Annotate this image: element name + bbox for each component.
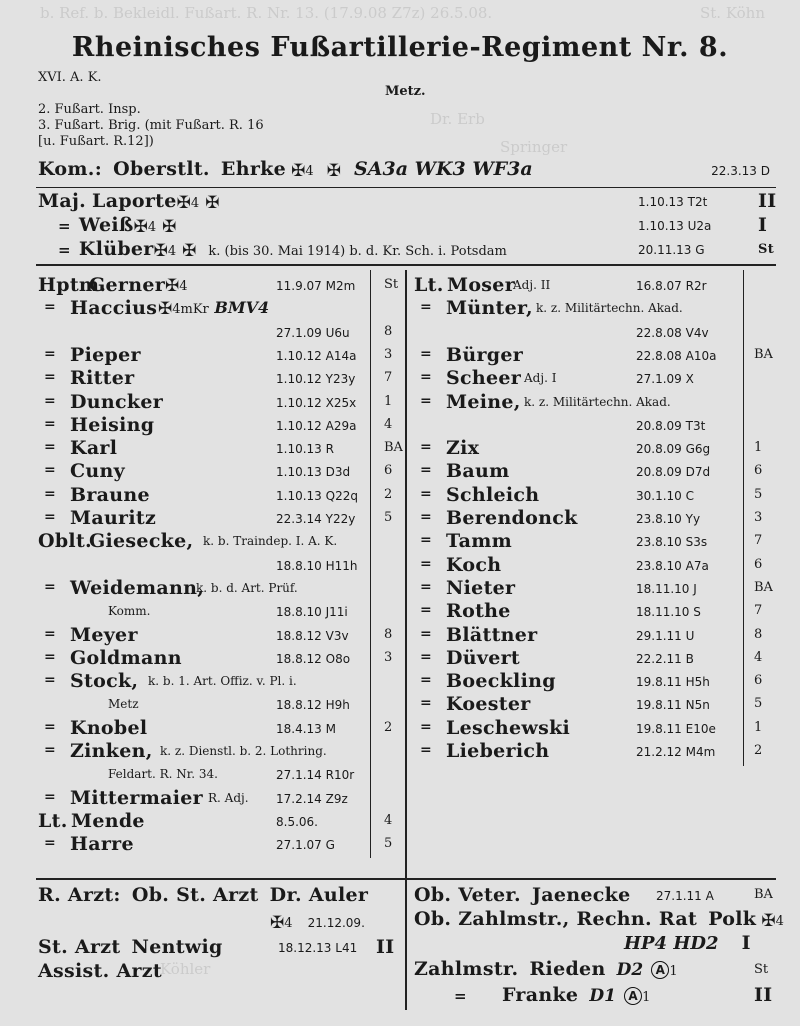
paymaster-2-battalion: II [754, 984, 773, 1006]
rank-prefix: = [44, 485, 57, 502]
roster-row [414, 437, 784, 460]
bleed-through-text: Springer [500, 138, 568, 156]
officer-date: 18.4.13 M [276, 721, 336, 736]
roster-row [38, 787, 408, 810]
brigade-label: 3. Fußart. Brig. (mit Fußart. R. 16 [38, 118, 264, 133]
officer-decor: 4 [147, 220, 157, 235]
brigade-label-2: [u. Fußart. R.12]) [38, 134, 154, 149]
officer-name: Mauritz [70, 507, 157, 529]
roster-row [414, 554, 784, 577]
circled-letter-icon: A [624, 987, 642, 1005]
officer-name: Mittermaier [70, 786, 203, 809]
garrison-label: Metz. [385, 84, 426, 99]
veterinarian-label: Ob. Veter. [414, 884, 521, 906]
officer-date: 27.1.09 U6u [276, 325, 350, 340]
company-mark: 6 [754, 673, 763, 689]
officer-decor: 4mKr [172, 302, 209, 318]
officer-date: 23.8.10 Yy [636, 512, 701, 526]
officer-date: 29.1.11 U [636, 628, 695, 643]
battalion-mark: I [758, 214, 768, 236]
officer-name: Stock, [70, 670, 139, 693]
rank-prefix: = [420, 718, 433, 735]
company-mark: 1 [754, 719, 763, 735]
company-mark: 8 [384, 323, 393, 339]
cross-pattee-icon: ✠ [165, 276, 180, 296]
officer-name: Mende [71, 809, 145, 832]
officer-date: 18.11.10 S [636, 605, 701, 620]
company-mark: 8 [384, 626, 393, 642]
officer-note: Komm. [108, 604, 151, 619]
medical-decor: 4 [284, 916, 293, 931]
roster-row [38, 624, 408, 647]
company-mark: 4 [384, 812, 393, 828]
roster-row [38, 647, 408, 670]
rank-prefix: = [420, 648, 433, 665]
officer-name: Zinken, [70, 740, 153, 762]
company-mark: 2 [754, 743, 763, 758]
paymaster-chief-decor: 4 [775, 914, 784, 929]
officer-note: k. z. Dienstl. b. 2. Lothring. [160, 744, 327, 758]
officer-note: k. b. Traindep. I. A. K. [203, 534, 338, 549]
commander-rank: Kom.: [38, 158, 103, 180]
rank-prefix: = [44, 299, 57, 316]
roster-row [414, 414, 784, 437]
officer-date: 18.8.12 H9h [276, 698, 350, 713]
rank-prefix: = [420, 509, 433, 525]
officer-name: Schleich [446, 483, 540, 506]
roster-row [414, 274, 784, 297]
company-mark: 6 [754, 556, 763, 572]
officer-name: Moser [447, 274, 515, 296]
officer-date: 27.1.09 X [636, 372, 694, 387]
roster-row [414, 624, 784, 647]
officer-name: Nieter [446, 576, 516, 599]
officer-date: 1.10.12 A29a [276, 418, 357, 433]
officer-date: 1.10.13 Q22q [276, 488, 358, 503]
paymaster-battalion: St [754, 962, 769, 977]
rank-prefix: = [420, 345, 433, 362]
rank-prefix: = [420, 578, 433, 595]
officer-decor: 4 [179, 279, 188, 294]
paymaster-chief-name: Polk [708, 908, 757, 930]
officer-decor-group [165, 275, 188, 295]
commander-row [38, 158, 778, 186]
officer-date: 11.9.07 M2m [276, 279, 356, 293]
officer-note: k. z. Militärtechn. Akad. [536, 301, 683, 316]
officer-orders: BMV4 [208, 298, 270, 318]
iron-cross-icon: ✠ [326, 161, 341, 181]
veterinarian-date: 27.1.11 A [656, 889, 714, 903]
cross-pattee-icon: ✠ [176, 193, 191, 213]
battalion-mark: II [758, 190, 777, 212]
officer-note: R. Adj. [208, 790, 249, 805]
officer-note: k. b. d. Art. Prüf. [196, 580, 298, 595]
rank-prefix: = [44, 742, 57, 758]
rank-prefix: = [58, 217, 71, 235]
roster-row [38, 297, 408, 320]
officer-name: Koester [446, 693, 531, 716]
roster-row [38, 530, 408, 553]
paymaster-orders: D2 [616, 960, 644, 980]
roster-row [38, 577, 408, 600]
staff-doctor-battalion: II [376, 936, 395, 958]
roster-row [414, 577, 784, 600]
rank-prefix: = [420, 532, 433, 549]
officer-name: Duncker [70, 390, 164, 413]
officer-date: 18.11.10 J [636, 581, 697, 596]
officer-name: Karl [70, 437, 118, 460]
roster-row [38, 321, 408, 344]
rank-prefix: = [44, 462, 57, 479]
officer-name: Berendonck [446, 507, 578, 529]
rank-prefix: Maj. [38, 190, 87, 212]
rank-prefix: = [44, 788, 57, 805]
assistant-doctor-label: Assist. Arzt [38, 960, 162, 982]
roster-row [414, 693, 784, 716]
officer-date: 30.1.10 C [636, 488, 694, 503]
officer-date: 22.3.14 Y22y [276, 512, 356, 526]
roster-row [38, 507, 408, 530]
roster-row [414, 297, 784, 320]
officer-name: Boeckling [446, 670, 556, 693]
officer-date: 19.8.11 N5n [636, 698, 710, 713]
rank-prefix: = [44, 625, 57, 642]
officer-note: k. z. Militärtechn. Akad. [524, 394, 671, 409]
rank-prefix: = [420, 555, 433, 572]
rank-prefix: = [44, 509, 57, 525]
paymaster-2-orders: D1 [589, 986, 616, 1006]
roster-row [38, 274, 408, 297]
bleed-through-text: St. Köhn [700, 4, 765, 22]
rank-prefix: = [420, 462, 433, 479]
iron-cross-icon: ✠ [205, 193, 220, 213]
roster-row [414, 647, 784, 670]
roster-row [38, 810, 408, 833]
paymaster-2-prefix: = [454, 987, 467, 1005]
officer-name: Weiß [78, 214, 134, 236]
officer-name: Harre [70, 833, 134, 856]
cross-pattee-icon: ✠ [158, 299, 173, 320]
paymaster-chief-battalion: I [741, 932, 751, 954]
rank-prefix: = [420, 742, 433, 758]
veterinarian-name: Jaenecke [532, 884, 631, 906]
rank-prefix: = [44, 392, 57, 409]
officer-name: Tamm [446, 530, 513, 553]
rank-prefix: = [420, 439, 433, 456]
medical-date: 21.12.09. [307, 916, 365, 930]
officer-name: Laporte [92, 190, 177, 212]
roster-row [414, 670, 784, 693]
company-mark: 5 [384, 510, 393, 525]
officer-date: 18.8.10 J11i [276, 605, 348, 620]
officer-note: Adj. II [513, 278, 551, 292]
officer-name: Zix [446, 437, 480, 460]
roster-row [414, 367, 784, 390]
roster-row [414, 717, 784, 740]
company-mark: BA [754, 579, 773, 595]
medical-name: Dr. Auler [269, 884, 369, 906]
officer-name: Düvert [446, 646, 521, 669]
officer-date: 21.2.12 M4m [636, 745, 716, 759]
company-mark: 7 [384, 370, 393, 386]
bleed-through-text: Dr. Erb [430, 110, 485, 128]
officer-decor: 4 [167, 244, 177, 259]
rank-prefix: = [420, 602, 433, 619]
roster-row [38, 693, 408, 716]
officer-date: 27.1.14 R10r [276, 768, 355, 783]
battalion-mark: St [758, 242, 774, 257]
company-mark: 4 [754, 649, 763, 665]
officer-name: Knobel [70, 716, 148, 739]
company-mark: 6 [754, 463, 763, 479]
commander-orders: SA3a WK3 WF3a [354, 158, 533, 180]
officer-date: 1.10.13 D3d [276, 465, 351, 480]
officer-name: Gerner [89, 274, 166, 296]
officer-name: Meyer [70, 623, 138, 646]
rank-prefix: = [44, 648, 57, 665]
staff-doctor-label: St. Arzt [38, 936, 121, 958]
veterinarian-company: BA [754, 887, 773, 902]
officer-date: 22.2.11 B [636, 651, 694, 666]
rank-prefix: = [44, 345, 57, 362]
inspection-label: 2. Fußart. Insp. [38, 102, 141, 117]
major-row [38, 190, 778, 214]
officer-decor: 4 [190, 196, 200, 211]
footer-right [414, 884, 786, 1019]
officer-note: k. (bis 30. Mai 1914) b. d. Kr. Sch. i. Potsdam [208, 244, 507, 259]
paymaster-num: 1 [669, 964, 678, 979]
roster-row [38, 554, 408, 577]
officer-name: Pieper [70, 343, 141, 366]
circled-letter-icon: A [651, 961, 669, 979]
divider-line [36, 187, 776, 188]
officer-note: k. b. 1. Art. Offiz. v. Pl. i. [148, 674, 297, 689]
paymaster-chief-label: Ob. Zahlmstr., Rechn. Rat [414, 908, 698, 930]
roster-row [38, 437, 408, 460]
bleed-through-text: b. Ref. b. Bekleidl. Fußart. R. Nr. 13. (17.9.08 Z7z) 26.5.08. [40, 4, 493, 22]
rank-prefix: Oblt. [38, 530, 92, 553]
paymaster-chief-orders: HP4 HD2 [624, 933, 719, 954]
cross-pattee-icon: ✠ [291, 161, 306, 181]
roster-row [38, 717, 408, 740]
officer-date: 20.8.09 T3t [636, 418, 706, 433]
rank-prefix: = [44, 578, 57, 595]
rank-prefix: = [420, 299, 433, 316]
company-mark: St [384, 277, 399, 292]
rank-prefix: Lt. [38, 809, 68, 832]
officer-date: 19.8.11 E10e [636, 721, 716, 736]
rank-prefix: = [420, 695, 433, 712]
roster-row [38, 460, 408, 483]
major-row [38, 214, 778, 238]
company-mark: 5 [384, 836, 393, 852]
officer-name: Braune [70, 483, 150, 506]
officer-note: Feldart. R. Nr. 34. [108, 767, 218, 782]
commander-date: 22.3.13 D [711, 164, 770, 178]
roster-row [38, 763, 408, 786]
officer-name: Goldmann [70, 646, 182, 669]
roster-row [38, 344, 408, 367]
divider-line [36, 264, 776, 266]
company-mark: 1 [384, 393, 393, 409]
company-column-divider [370, 270, 371, 858]
roster-row [38, 391, 408, 414]
company-mark: 7 [754, 533, 763, 549]
officer-date: 20.8.09 G6g [636, 442, 711, 457]
officer-date: 1.10.12 Y23y [276, 372, 356, 387]
officer-name: Leschewski [446, 716, 571, 739]
paymaster-name: Rieden [529, 958, 606, 980]
rank-prefix: Lt. [414, 274, 444, 296]
roster-row [414, 344, 784, 367]
staff-doctor-name: Nentwig [131, 936, 223, 958]
officer-date: 1.10.13 T2t [638, 195, 708, 209]
roster-row [414, 460, 784, 483]
officer-date: 1.10.13 R [276, 442, 334, 457]
officer-name: Klüber [78, 238, 154, 260]
officer-date: 18.8.12 V3v [276, 628, 349, 643]
rank-prefix: Hptm. [38, 274, 107, 296]
officer-name: Ritter [70, 367, 135, 390]
company-mark: 2 [384, 719, 393, 735]
officer-date: 20.8.09 D7d [636, 465, 711, 480]
cross-pattee-icon: ✠ [133, 217, 148, 237]
paymaster-2-num: 1 [642, 990, 651, 1005]
roster-row [414, 321, 784, 344]
footer-divider [405, 880, 407, 1010]
company-mark: BA [384, 440, 403, 456]
roster-row [414, 484, 784, 507]
officer-date: 1.10.13 U2a [638, 219, 712, 233]
rank-prefix: = [420, 672, 433, 689]
officer-date: 27.1.07 G [276, 838, 335, 853]
roster-row [414, 740, 784, 763]
commander-decor: 4 [305, 164, 314, 179]
company-mark: 4 [384, 416, 393, 432]
rank-prefix: = [44, 439, 57, 456]
company-mark: BA [754, 346, 773, 362]
rank-prefix: = [58, 241, 71, 259]
roster-row [38, 670, 408, 693]
cross-pattee-icon: ✠ [153, 241, 168, 261]
officer-name: Koch [446, 553, 502, 576]
officer-name: Weidemann, [70, 576, 205, 599]
officer-name: Lieberich [446, 740, 550, 762]
staff-doctor-date: 18.12.13 L41 [278, 941, 358, 955]
paymaster-2-name: Franke [501, 984, 579, 1006]
officer-date: 20.11.13 G [638, 243, 705, 257]
rank-prefix: = [420, 369, 433, 386]
company-mark: 5 [754, 486, 763, 502]
rank-prefix: = [420, 485, 433, 502]
officer-name: Baum [446, 460, 510, 483]
paymaster-label: Zahlmstr. [414, 958, 519, 980]
commander-title: Oberstlt. [113, 158, 210, 180]
rank-prefix: = [420, 625, 433, 642]
medical-title: Ob. St. Arzt [131, 884, 259, 906]
officer-note: Metz [108, 697, 139, 712]
roster-row [414, 391, 784, 414]
commander-name: Ehrke [220, 158, 286, 180]
company-mark: 3 [384, 649, 393, 665]
company-mark: 6 [384, 463, 393, 479]
officer-date: 23.8.10 A7a [636, 558, 709, 573]
company-mark: 3 [754, 510, 763, 525]
cross-pattee-icon: ✠ [270, 913, 285, 933]
officer-note: Adj. I [524, 371, 557, 386]
roster-row [414, 507, 784, 530]
company-mark: 7 [754, 603, 763, 619]
officer-date: 18.8.12 O8o [276, 651, 351, 666]
corps-label: XVI. A. K. [38, 70, 102, 85]
officer-name: Rothe [446, 600, 511, 623]
officer-date: 17.2.14 Z9z [276, 791, 348, 806]
company-mark: 8 [754, 626, 763, 642]
rank-prefix: = [44, 415, 57, 432]
company-mark: 5 [754, 696, 763, 712]
officer-date: 1.10.12 X25x [276, 395, 357, 410]
officer-date: 22.8.08 A10a [636, 348, 717, 363]
officer-name: Heising [70, 413, 155, 436]
footer-left [38, 884, 403, 1014]
officer-name: Blättner [446, 623, 538, 646]
company-mark: 1 [754, 440, 763, 456]
rank-prefix: = [44, 718, 57, 735]
rank-prefix: = [44, 835, 57, 852]
roster-row [414, 600, 784, 623]
officer-decor-group [158, 298, 269, 318]
roster-row [38, 600, 408, 623]
roster-row [38, 414, 408, 437]
officer-date: 22.8.08 V4v [636, 325, 709, 340]
officer-name: Giesecke, [89, 530, 194, 553]
medical-label: R. Arzt: [38, 884, 121, 906]
officer-date: 19.8.11 H5h [636, 675, 710, 690]
officer-date: 8.5.06. [276, 814, 318, 829]
officer-name: Bürger [446, 343, 524, 366]
officer-date: 18.8.10 H11h [276, 558, 358, 573]
rank-prefix: = [44, 672, 57, 689]
bleed-through-text: Köhler [160, 960, 211, 978]
cross-pattee-icon: ✠ [761, 911, 776, 931]
iron-cross-icon: ✠ [182, 241, 197, 261]
officer-date: 16.8.07 R2r [636, 279, 707, 293]
company-mark: 2 [384, 486, 393, 502]
major-row [38, 238, 778, 262]
roster-row [414, 530, 784, 553]
officer-date: 23.8.10 S3s [636, 535, 708, 550]
roster-row [38, 367, 408, 390]
company-mark: 3 [384, 346, 393, 362]
officer-name: Münter, [446, 297, 533, 320]
officer-name: Haccius [70, 297, 158, 320]
roster-row [38, 833, 408, 856]
officer-name: Scheer [446, 367, 522, 390]
rank-prefix: = [44, 369, 57, 386]
officer-name: Meine, [446, 390, 521, 413]
officer-date: 1.10.12 A14a [276, 348, 357, 363]
column-divider [405, 270, 407, 878]
officer-name: Cuny [70, 460, 125, 483]
iron-cross-icon: ✠ [162, 217, 177, 237]
rank-prefix: = [420, 392, 433, 409]
roster-row [38, 740, 408, 763]
page-title: Rheinisches Fußartillerie-Regiment Nr. 8. [71, 32, 729, 63]
roster-row [38, 484, 408, 507]
